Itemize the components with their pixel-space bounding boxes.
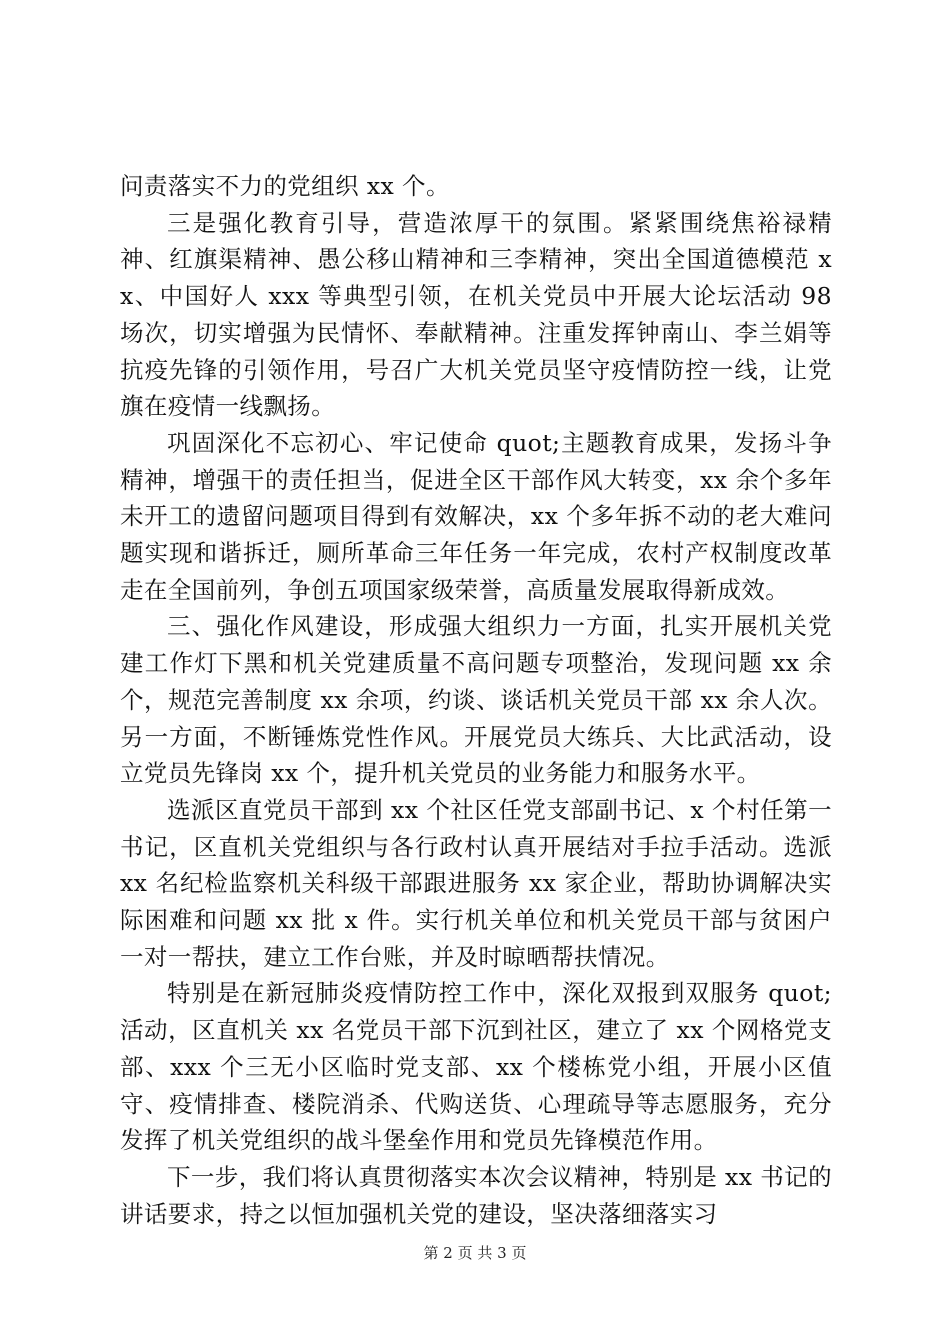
paragraph-3: 巩固深化不忘初心、牢记使命 quot;主题教育成果，发扬斗争精神，增强干的责任担当，促进全区干部作风大转变，xx 余个多年未开工的遗留问题项目得到有效解决，xx 个多年拆不动的老大难问题实现和谐拆迁，厕所革命三年任务一年完成，农村产权制度改革走在全国前列，争创五项国家级荣誉，高质量发展取得新成效。 bbox=[120, 428, 832, 604]
paragraph-4: 三、强化作风建设，形成强大组织力一方面，扎实开展机关党建工作灯下黑和机关党建质量不高问题专项整治，发现问题 xx 余个，规范完善制度 xx 余项，约谈、谈话机关党员干部 xx 余人次。另一方面，不断锤炼党性作风。开展党员大练兵、大比武活动，设立党员先锋岗 xx 个，提升机关党员的业务能力和服务水平。 bbox=[120, 612, 832, 788]
paragraph-6: 特别是在新冠肺炎疫情防控工作中，深化双报到双服务 quot;活动，区直机关 xx 名党员干部下沉到社区，建立了 xx 个网格党支部、xxx 个三无小区临时党支部、xx 个楼栋党小组，开展小区值守、疫情排查、楼院消杀、代购送货、心理疏导等志愿服务，充分发挥了机关党组织的战斗堡垒作用和党员先锋模范作用。 bbox=[120, 979, 832, 1155]
page-number-footer: 第 2 页 共 3 页 bbox=[423, 1244, 527, 1262]
paragraph-5: 选派区直党员干部到 xx 个社区任党支部副书记、x 个村任第一书记，区直机关党组织与各行政村认真开展结对手拉手活动。选派 xx 名纪检监察机关科级干部跟进服务 xx 家企业，帮助协调解决实际困难和问题 xx 批 x 件。实行机关单位和机关党员干部与贫困户一对一帮扶，建立工作台账，并及时晾晒帮扶情况。 bbox=[120, 795, 832, 971]
document-body bbox=[120, 168, 832, 1232]
paragraph-1: 问责落实不力的党组织 xx 个。 bbox=[120, 172, 450, 200]
paragraph-2: 三是强化教育引导，营造浓厚干的氛围。紧紧围绕焦裕禄精神、红旗渠精神、愚公移山精神和三李精神，突出全国道德模范 xx、中国好人 xxx 等典型引领，在机关党员中开展大论坛活动 98 场次，切实增强为民情怀、奉献精神。注重发挥钟南山、李兰娟等抗疫先锋的引领作用，号召广大机关党员坚守疫情防控一线，让党旗在疫情一线飘扬。 bbox=[120, 208, 832, 421]
paragraph-7: 下一步，我们将认真贯彻落实本次会议精神，特别是 xx 书记的讲话要求，持之以恒加强机关党的建设，坚决落细落实习 bbox=[120, 1162, 832, 1228]
